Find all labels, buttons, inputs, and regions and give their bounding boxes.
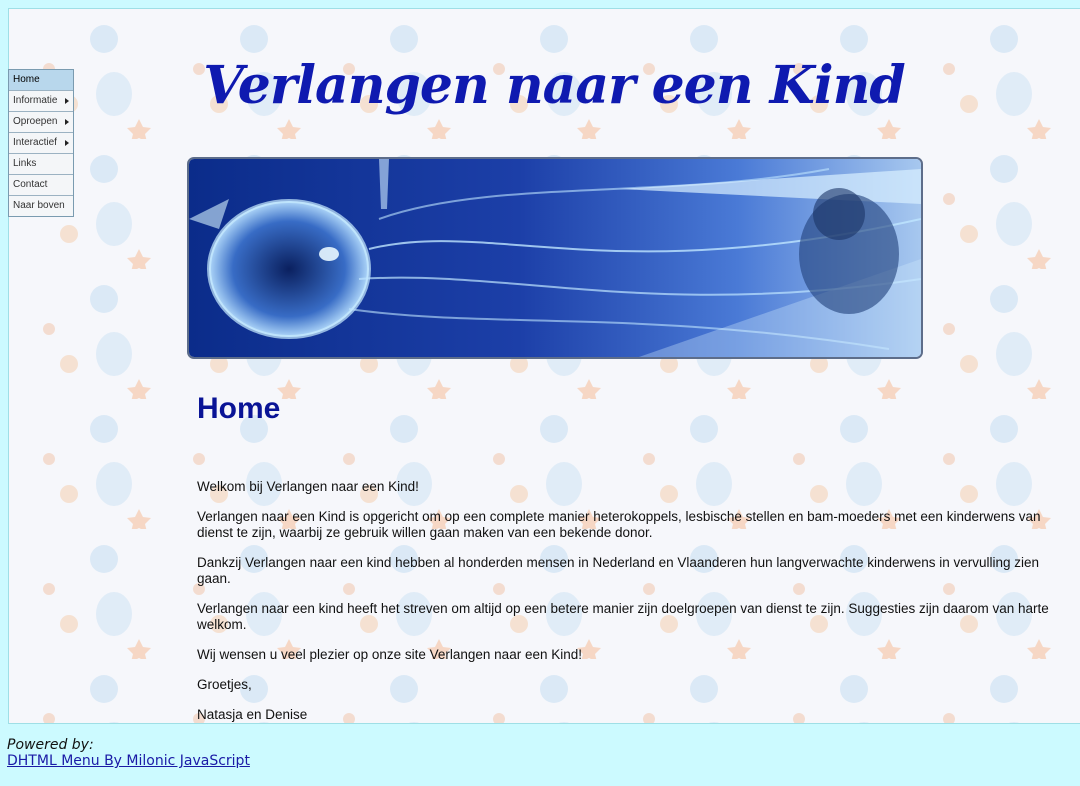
submenu-arrow-icon bbox=[65, 98, 69, 104]
paragraph-thanks: Dankzij Verlangen naar een kind hebben al honderden mensen in Nederland en Vlaanderen hun langverwachte kinderwens in vervulling zien gaan. bbox=[197, 555, 1040, 586]
site-title: Verlangen naar een Kind bbox=[203, 55, 905, 116]
menu-item-oproepen[interactable] bbox=[9, 112, 73, 133]
menu-item-label: Naar boven bbox=[13, 200, 65, 211]
menu-item-contact[interactable] bbox=[9, 175, 73, 196]
menu-item-label: Informatie bbox=[13, 95, 58, 106]
menu-item-label: Interactief bbox=[13, 137, 57, 148]
menu-item-label: Links bbox=[13, 158, 37, 169]
banner-image bbox=[187, 157, 923, 359]
paragraph-enjoy: Wij wensen u veel plezier op onze site Verlangen naar een Kind! bbox=[197, 647, 582, 662]
menu-item-informatie[interactable] bbox=[9, 91, 73, 112]
side-menu bbox=[8, 69, 74, 217]
paragraph-greeting: Groetjes, bbox=[197, 677, 252, 692]
menu-item-home[interactable] bbox=[9, 70, 73, 91]
main-content bbox=[197, 389, 1067, 724]
menu-item-label: Oproepen bbox=[13, 116, 58, 127]
footer bbox=[7, 737, 250, 769]
menu-item-interactief[interactable] bbox=[9, 133, 73, 154]
paragraph-signature: Natasja en Denise bbox=[197, 707, 308, 722]
submenu-arrow-icon bbox=[65, 140, 69, 146]
menu-item-links[interactable] bbox=[9, 154, 73, 175]
menu-item-naar-boven[interactable] bbox=[9, 196, 73, 216]
paragraph-mission: Verlangen naar een kind heeft het streven om altijd op een betere manier zijn doelgroepen van dienst te zijn. Suggesties zijn daarom van harte welkom. bbox=[197, 601, 1049, 632]
powered-by-label: Powered by: bbox=[7, 737, 94, 753]
submenu-arrow-icon bbox=[65, 119, 69, 125]
milonic-link[interactable]: DHTML Menu By Milonic JavaScript bbox=[7, 753, 250, 769]
paragraph-welcome: Welkom bij Verlangen naar een Kind! bbox=[197, 479, 419, 494]
paragraph-intro: Verlangen naar een Kind is opgericht om op een complete manier heterokoppels, lesbische stellen en bam-moeders met een kinderwens van dienst te zijn, waarbij ze gebruik willen gaan maken van een bekende donor. bbox=[197, 509, 1041, 540]
page-frame bbox=[8, 8, 1080, 724]
page-heading: Home bbox=[197, 392, 281, 425]
menu-item-label: Contact bbox=[13, 179, 48, 190]
menu-item-label: Home bbox=[13, 74, 40, 85]
